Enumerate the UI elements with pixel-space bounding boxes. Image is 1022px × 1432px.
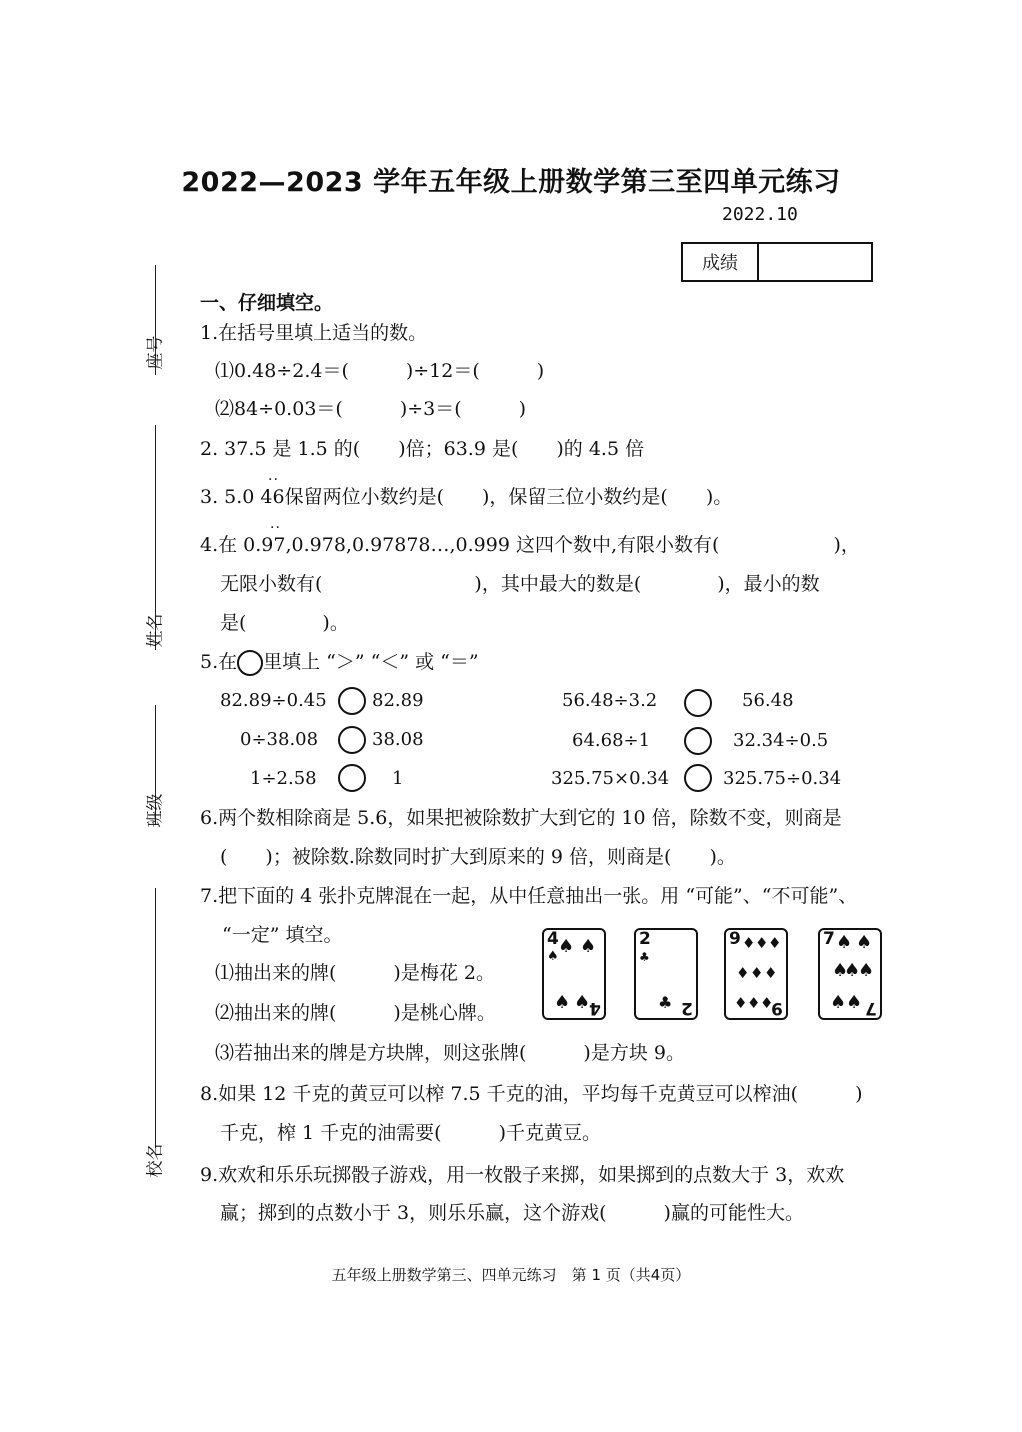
card-rank: 9 xyxy=(771,998,783,1018)
question-9-line-2: 赢；掷到的点数小于 3，则乐乐赢，这个游戏( )赢的可能性大。 xyxy=(220,1202,804,1224)
diamond-icon: ♦ xyxy=(747,994,761,1012)
question-8-line-1: 8.如果 12 千克的黄豆可以榨 7.5 千克的油，平均每千克黄豆可以榨油( ) xyxy=(200,1083,863,1105)
compare-right-3-a: 325.75×0.34 xyxy=(551,768,670,789)
compare-right-2-a: 64.68÷1 xyxy=(572,730,651,751)
diamond-icon: ♦ xyxy=(755,934,769,952)
diamond-icon: ♦ xyxy=(760,994,774,1012)
compare-left-2-b: 38.08 xyxy=(372,729,424,750)
diamond-icon: ♦ xyxy=(734,994,748,1012)
card-rank: 7 xyxy=(823,929,835,949)
diamond-icon: ♦ xyxy=(742,934,756,952)
score-box xyxy=(681,242,873,282)
compare-circle-input[interactable] xyxy=(338,726,366,754)
card-rank: 9 xyxy=(729,929,741,949)
score-field[interactable] xyxy=(759,244,871,280)
card-rank: 4 xyxy=(589,998,601,1018)
compare-left-2-a: 0÷38.08 xyxy=(240,729,319,750)
question-8-line-2: 千克，榨 1 千克的油需要( )千克黄豆。 xyxy=(220,1122,601,1144)
question-3: 3. 5.0 46保留两位小数约是( )，保留三位小数约是( )。 xyxy=(200,486,733,508)
question-6-line-2: ( )；被除数.除数同时扩大到原来的 9 倍，则商是( )。 xyxy=(220,846,736,868)
club-icon: ♣ xyxy=(658,993,673,1012)
seat-number-label: 座号 xyxy=(145,335,166,370)
spade-icon: ♠ xyxy=(846,992,863,1013)
compare-right-1-a: 56.48÷3.2 xyxy=(562,690,658,711)
playing-card xyxy=(818,928,882,1020)
diamond-icon: ♦ xyxy=(750,964,764,982)
school-line[interactable] xyxy=(155,888,156,1148)
question-4-line-1: 4.在 0.97,0.978,0.97878…,0.999 这四个数中,有限小数有( )， xyxy=(200,534,860,556)
compare-right-2-b: 32.34÷0.5 xyxy=(733,730,829,751)
playing-card xyxy=(542,928,606,1020)
exam-date: 2022.10 xyxy=(722,204,798,225)
compare-right-1-b: 56.48 xyxy=(742,690,794,711)
question-1-part-2: ⑵84÷0.03＝( )÷3＝( ) xyxy=(215,398,527,420)
question-5-prefix: 5.在 xyxy=(200,651,238,673)
card-rank: 2 xyxy=(681,998,693,1018)
spade-icon: ♠ xyxy=(554,992,571,1013)
card-rank: 4 xyxy=(547,929,559,949)
spade-icon: ♠ xyxy=(547,949,559,964)
spade-icon: ♠ xyxy=(558,936,575,957)
compare-circle-input[interactable] xyxy=(338,687,366,715)
question-7-part-1: ⑴抽出来的牌( )是梅花 2。 xyxy=(215,962,495,984)
compare-circle-input[interactable] xyxy=(338,764,366,792)
playing-card xyxy=(634,928,698,1020)
diamond-icon: ♦ xyxy=(768,934,782,952)
school-label: 校名 xyxy=(145,1143,166,1178)
question-7-part-3: ⑶若抽出来的牌是方块牌，则这张牌( )是方块 9。 xyxy=(215,1042,685,1064)
section-heading: 一、仔细填空。 xyxy=(200,292,334,314)
question-6-line-1: 6.两个数相除商是 5.6，如果把被除数扩大到它的 10 倍，除数不变，则商是 xyxy=(200,807,842,829)
class-label: 班级 xyxy=(145,793,166,828)
name-label: 姓名 xyxy=(145,613,166,648)
question-2: 2. 37.5 是 1.5 的( )倍；63.9 是( )的 4.5 倍 xyxy=(200,438,645,460)
compare-left-3-b: 1 xyxy=(392,768,404,789)
question-1: 1.在括号里填上适当的数。 xyxy=(200,322,428,344)
question-1-part-1: ⑴0.48÷2.4＝( )÷12＝( ) xyxy=(215,360,545,382)
spade-icon: ♠ xyxy=(574,992,591,1013)
question-7-part-2: ⑵抽出来的牌( )是桃心牌。 xyxy=(215,1002,496,1024)
diamond-icon: ♦ xyxy=(736,964,750,982)
spade-icon: ♠ xyxy=(836,932,853,953)
page-title: 2022—2023 学年五年级上册数学第三至四单元练习 xyxy=(181,167,841,198)
compare-left-1-b: 82.89 xyxy=(372,690,424,711)
spade-icon: ♠ xyxy=(832,960,849,981)
repeating-dots: .. xyxy=(268,468,279,484)
diamond-icon: ♦ xyxy=(764,964,778,982)
question-5 xyxy=(200,650,479,676)
spade-icon: ♠ xyxy=(580,936,597,957)
question-7-line-2: “一定” 填空。 xyxy=(222,924,343,946)
circle-icon xyxy=(237,650,263,676)
score-label: 成绩 xyxy=(683,244,759,280)
question-9-line-1: 9.欢欢和乐乐玩掷骰子游戏，用一枚骰子来掷，如果掷到的点数大于 3，欢欢 xyxy=(200,1164,845,1186)
compare-circle-input[interactable] xyxy=(684,727,712,755)
question-4-line-2: 无限小数有( )，其中最大的数是( )，最小的数 xyxy=(220,573,820,595)
spade-icon: ♠ xyxy=(856,932,873,953)
spade-icon: ♠ xyxy=(844,960,861,981)
spade-icon: ♠ xyxy=(858,960,875,981)
question-5-suffix: 里填上 “＞” “＜” 或 “＝” xyxy=(263,651,479,673)
compare-left-1-a: 82.89÷0.45 xyxy=(220,690,327,711)
question-4-line-3: 是( )。 xyxy=(220,612,349,634)
spade-icon: ♠ xyxy=(830,992,847,1013)
compare-circle-input[interactable] xyxy=(684,764,712,792)
card-rank: 2 xyxy=(639,929,651,949)
page-footer: 五年级上册数学第三、四单元练习 第 1 页（共4页） xyxy=(331,1266,691,1284)
question-7-line-1: 7.把下面的 4 张扑克牌混在一起，从中任意抽出一张。用 “可能”、“不可能”、 xyxy=(200,885,858,907)
playing-card xyxy=(724,928,788,1020)
compare-left-3-a: 1÷2.58 xyxy=(250,768,317,789)
compare-right-3-b: 325.75÷0.34 xyxy=(723,768,842,789)
repeating-dots: .. xyxy=(270,516,281,532)
compare-circle-input[interactable] xyxy=(684,689,712,717)
club-icon: ♣ xyxy=(639,950,650,964)
card-rank: 7 xyxy=(865,998,877,1018)
